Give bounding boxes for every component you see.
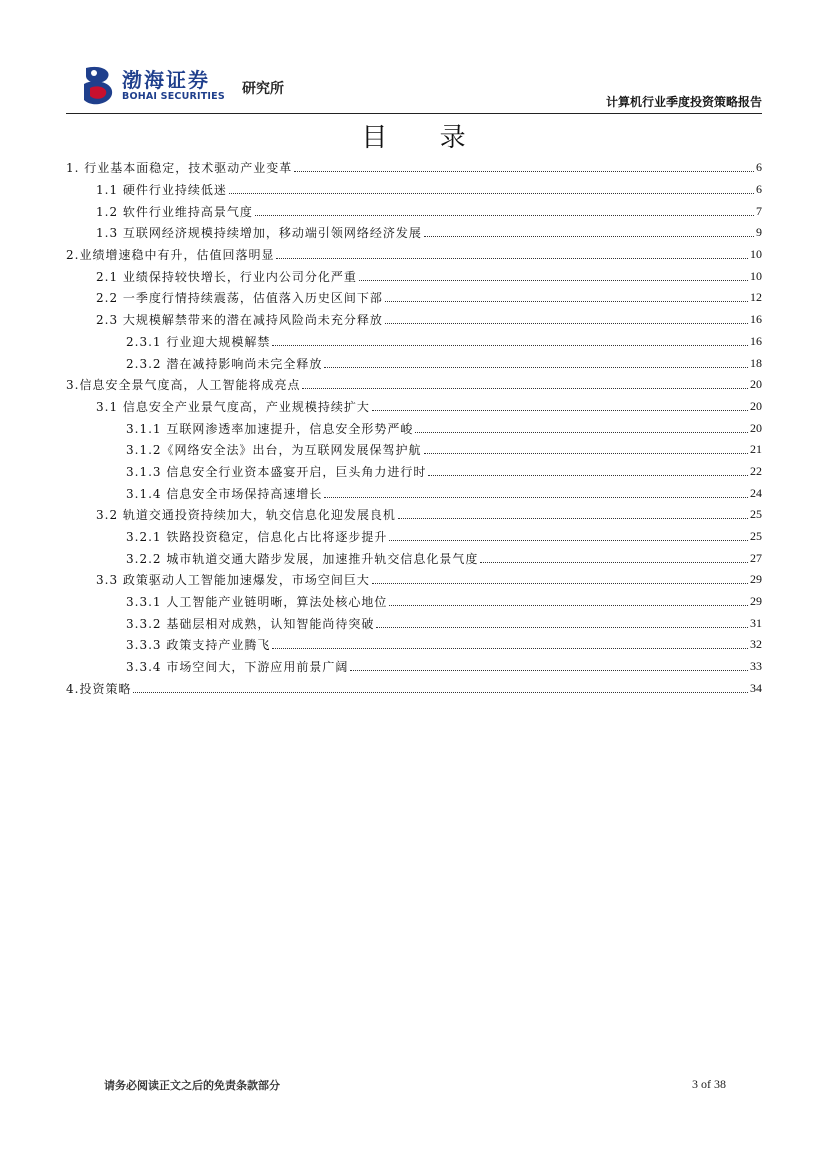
dot-leader	[376, 627, 748, 628]
toc-entry-page: 18	[750, 355, 762, 370]
table-of-contents	[66, 157, 762, 699]
dot-leader	[424, 453, 748, 454]
toc-entry-page: 12	[750, 290, 762, 305]
toc-entry-page: 34	[750, 680, 762, 695]
toc-entry-label: 3.1.3 信息安全行业资本盛宴开启，巨头角力进行时	[126, 464, 427, 479]
toc-entry-page: 31	[750, 615, 762, 630]
toc-entry-page: 25	[750, 507, 762, 522]
toc-entry-page: 20	[750, 398, 762, 413]
toc-entry[interactable]	[66, 374, 762, 396]
toc-entry-page: 20	[750, 377, 762, 392]
dot-leader	[133, 692, 748, 693]
dot-leader	[276, 258, 748, 259]
toc-entry-page: 6	[756, 182, 762, 197]
toc-entry-page: 10	[750, 268, 762, 283]
toc-entry-page: 9	[756, 225, 762, 240]
toc-entry-label: 3.2.2 城市轨道交通大踏步发展，加速推升轨交信息化景气度	[126, 551, 479, 566]
toc-entry-label: 3.信息安全景气度高，人工智能将成亮点	[66, 378, 301, 393]
dot-leader	[480, 562, 748, 563]
toc-entry[interactable]	[66, 656, 762, 678]
toc-entry-page: 33	[750, 659, 762, 674]
toc-entry-label: 1.3 互联网经济规模持续增加，移动端引领网络经济发展	[96, 226, 422, 241]
dot-leader	[372, 583, 748, 584]
toc-entry-label: 2.业绩增速稳中有升，估值回落明显	[66, 248, 275, 263]
page-number: 3 of 38	[692, 1077, 726, 1091]
toc-entry[interactable]	[66, 439, 762, 461]
toc-entry[interactable]	[66, 309, 762, 331]
toc-entry[interactable]	[66, 352, 762, 374]
dot-leader	[415, 432, 748, 433]
toc-entry-page: 7	[756, 203, 762, 218]
toc-entry-label: 4.投资策略	[66, 681, 132, 696]
toc-entry-page: 21	[750, 442, 762, 457]
toc-entry[interactable]	[66, 200, 762, 222]
toc-entry[interactable]	[66, 526, 762, 548]
toc-entry[interactable]	[66, 396, 762, 418]
toc-title: 目 录	[361, 123, 488, 153]
toc-entry[interactable]	[66, 634, 762, 656]
dot-leader	[255, 215, 754, 216]
dot-leader	[372, 410, 748, 411]
logo-english-name: BOHAI SECURITIES	[122, 91, 225, 102]
toc-entry-page: 6	[756, 160, 762, 175]
dot-leader	[359, 280, 748, 281]
toc-entry-page: 32	[750, 637, 762, 652]
toc-entry-page: 29	[750, 572, 762, 587]
toc-entry[interactable]	[66, 678, 762, 700]
toc-entry-label: 3.1 信息安全产业景气度高，产业规模持续扩大	[96, 399, 370, 414]
toc-entry-label: 3.3.3 政策支持产业腾飞	[126, 638, 271, 653]
toc-entry[interactable]	[66, 417, 762, 439]
toc-entry[interactable]	[66, 222, 762, 244]
toc-entry-page: 24	[750, 485, 762, 500]
toc-entry-label: 3.1.4 信息安全市场保持高速增长	[126, 486, 323, 501]
dot-leader	[294, 171, 754, 172]
toc-entry-label: 2.3 大规模解禁带来的潜在减持风险尚未充分释放	[96, 313, 383, 328]
toc-entry-label: 3.3 政策驱动人工智能加速爆发，市场空间巨大	[96, 573, 370, 588]
dot-leader	[272, 345, 748, 346]
disclaimer-note: 请务必阅读正文之后的免责条款部分	[104, 1079, 280, 1092]
dot-leader	[229, 193, 754, 194]
toc-entry[interactable]	[66, 244, 762, 266]
dot-leader	[324, 367, 748, 368]
toc-entry[interactable]	[66, 461, 762, 483]
toc-entry-label: 3.1.1 互联网渗透率加速提升，信息安全形势严峻	[126, 421, 414, 436]
toc-entry-page: 27	[750, 550, 762, 565]
toc-entry-label: 1.2 软件行业维持高景气度	[96, 204, 253, 219]
report-title: 计算机行业季度投资策略报告	[605, 95, 762, 109]
toc-entry-page: 20	[750, 420, 762, 435]
toc-entry[interactable]	[66, 547, 762, 569]
bohai-logo-icon	[80, 64, 120, 108]
dot-leader	[272, 648, 748, 649]
toc-entry-label: 3.1.2《网络安全法》出台，为互联网发展保驾护航	[126, 443, 422, 458]
dot-leader	[389, 540, 748, 541]
dot-leader	[302, 388, 748, 389]
toc-entry[interactable]	[66, 591, 762, 613]
toc-entry-page: 16	[750, 312, 762, 327]
header-divider	[66, 113, 762, 114]
toc-entry-label: 3.2 轨道交通投资持续加大，轨交信息化迎发展良机	[96, 508, 396, 523]
toc-entry-page: 29	[750, 594, 762, 609]
toc-entry[interactable]	[66, 331, 762, 353]
dot-leader	[324, 497, 748, 498]
toc-entry-page: 25	[750, 529, 762, 544]
toc-entry-label: 2.3.1 行业迎大规模解禁	[126, 334, 271, 349]
toc-entry[interactable]	[66, 612, 762, 634]
toc-entry-label: 3.3.4 市场空间大，下游应用前景广阔	[126, 660, 349, 675]
dot-leader	[389, 605, 748, 606]
page-header	[66, 58, 762, 116]
toc-entry[interactable]	[66, 179, 762, 201]
dot-leader	[385, 301, 748, 302]
bohai-logo	[80, 64, 300, 110]
toc-entry[interactable]	[66, 569, 762, 591]
toc-entry[interactable]	[66, 287, 762, 309]
toc-entry-label: 1. 行业基本面稳定，技术驱动产业变革	[66, 161, 293, 176]
dot-leader	[350, 670, 748, 671]
institute-label: 研究所	[242, 81, 284, 97]
toc-entry-label: 2.3.2 潜在减持影响尚未完全释放	[126, 356, 323, 371]
toc-entry-page: 16	[750, 333, 762, 348]
dot-leader	[428, 475, 748, 476]
logo-chinese-name: 渤海证券	[122, 68, 210, 92]
toc-entry-label: 3.3.2 基础层相对成熟，认知智能尚待突破	[126, 616, 375, 631]
dot-leader	[398, 518, 748, 519]
dot-leader	[385, 323, 748, 324]
toc-entry[interactable]	[66, 482, 762, 504]
toc-entry[interactable]	[66, 265, 762, 287]
toc-entry-page: 22	[750, 463, 762, 478]
toc-entry-label: 1.1 硬件行业持续低迷	[96, 183, 227, 198]
toc-entry[interactable]	[66, 504, 762, 526]
toc-entry-label: 2.1 业绩保持较快增长，行业内公司分化严重	[96, 269, 357, 284]
toc-entry-label: 3.2.1 铁路投资稳定，信息化占比将逐步提升	[126, 530, 388, 545]
toc-entry-label: 2.2 一季度行情持续震荡，估值落入历史区间下部	[96, 291, 383, 306]
toc-entry-page: 10	[750, 247, 762, 262]
dot-leader	[424, 236, 754, 237]
toc-entry[interactable]	[66, 157, 762, 179]
toc-entry-label: 3.3.1 人工智能产业链明晰，算法处核心地位	[126, 595, 388, 610]
